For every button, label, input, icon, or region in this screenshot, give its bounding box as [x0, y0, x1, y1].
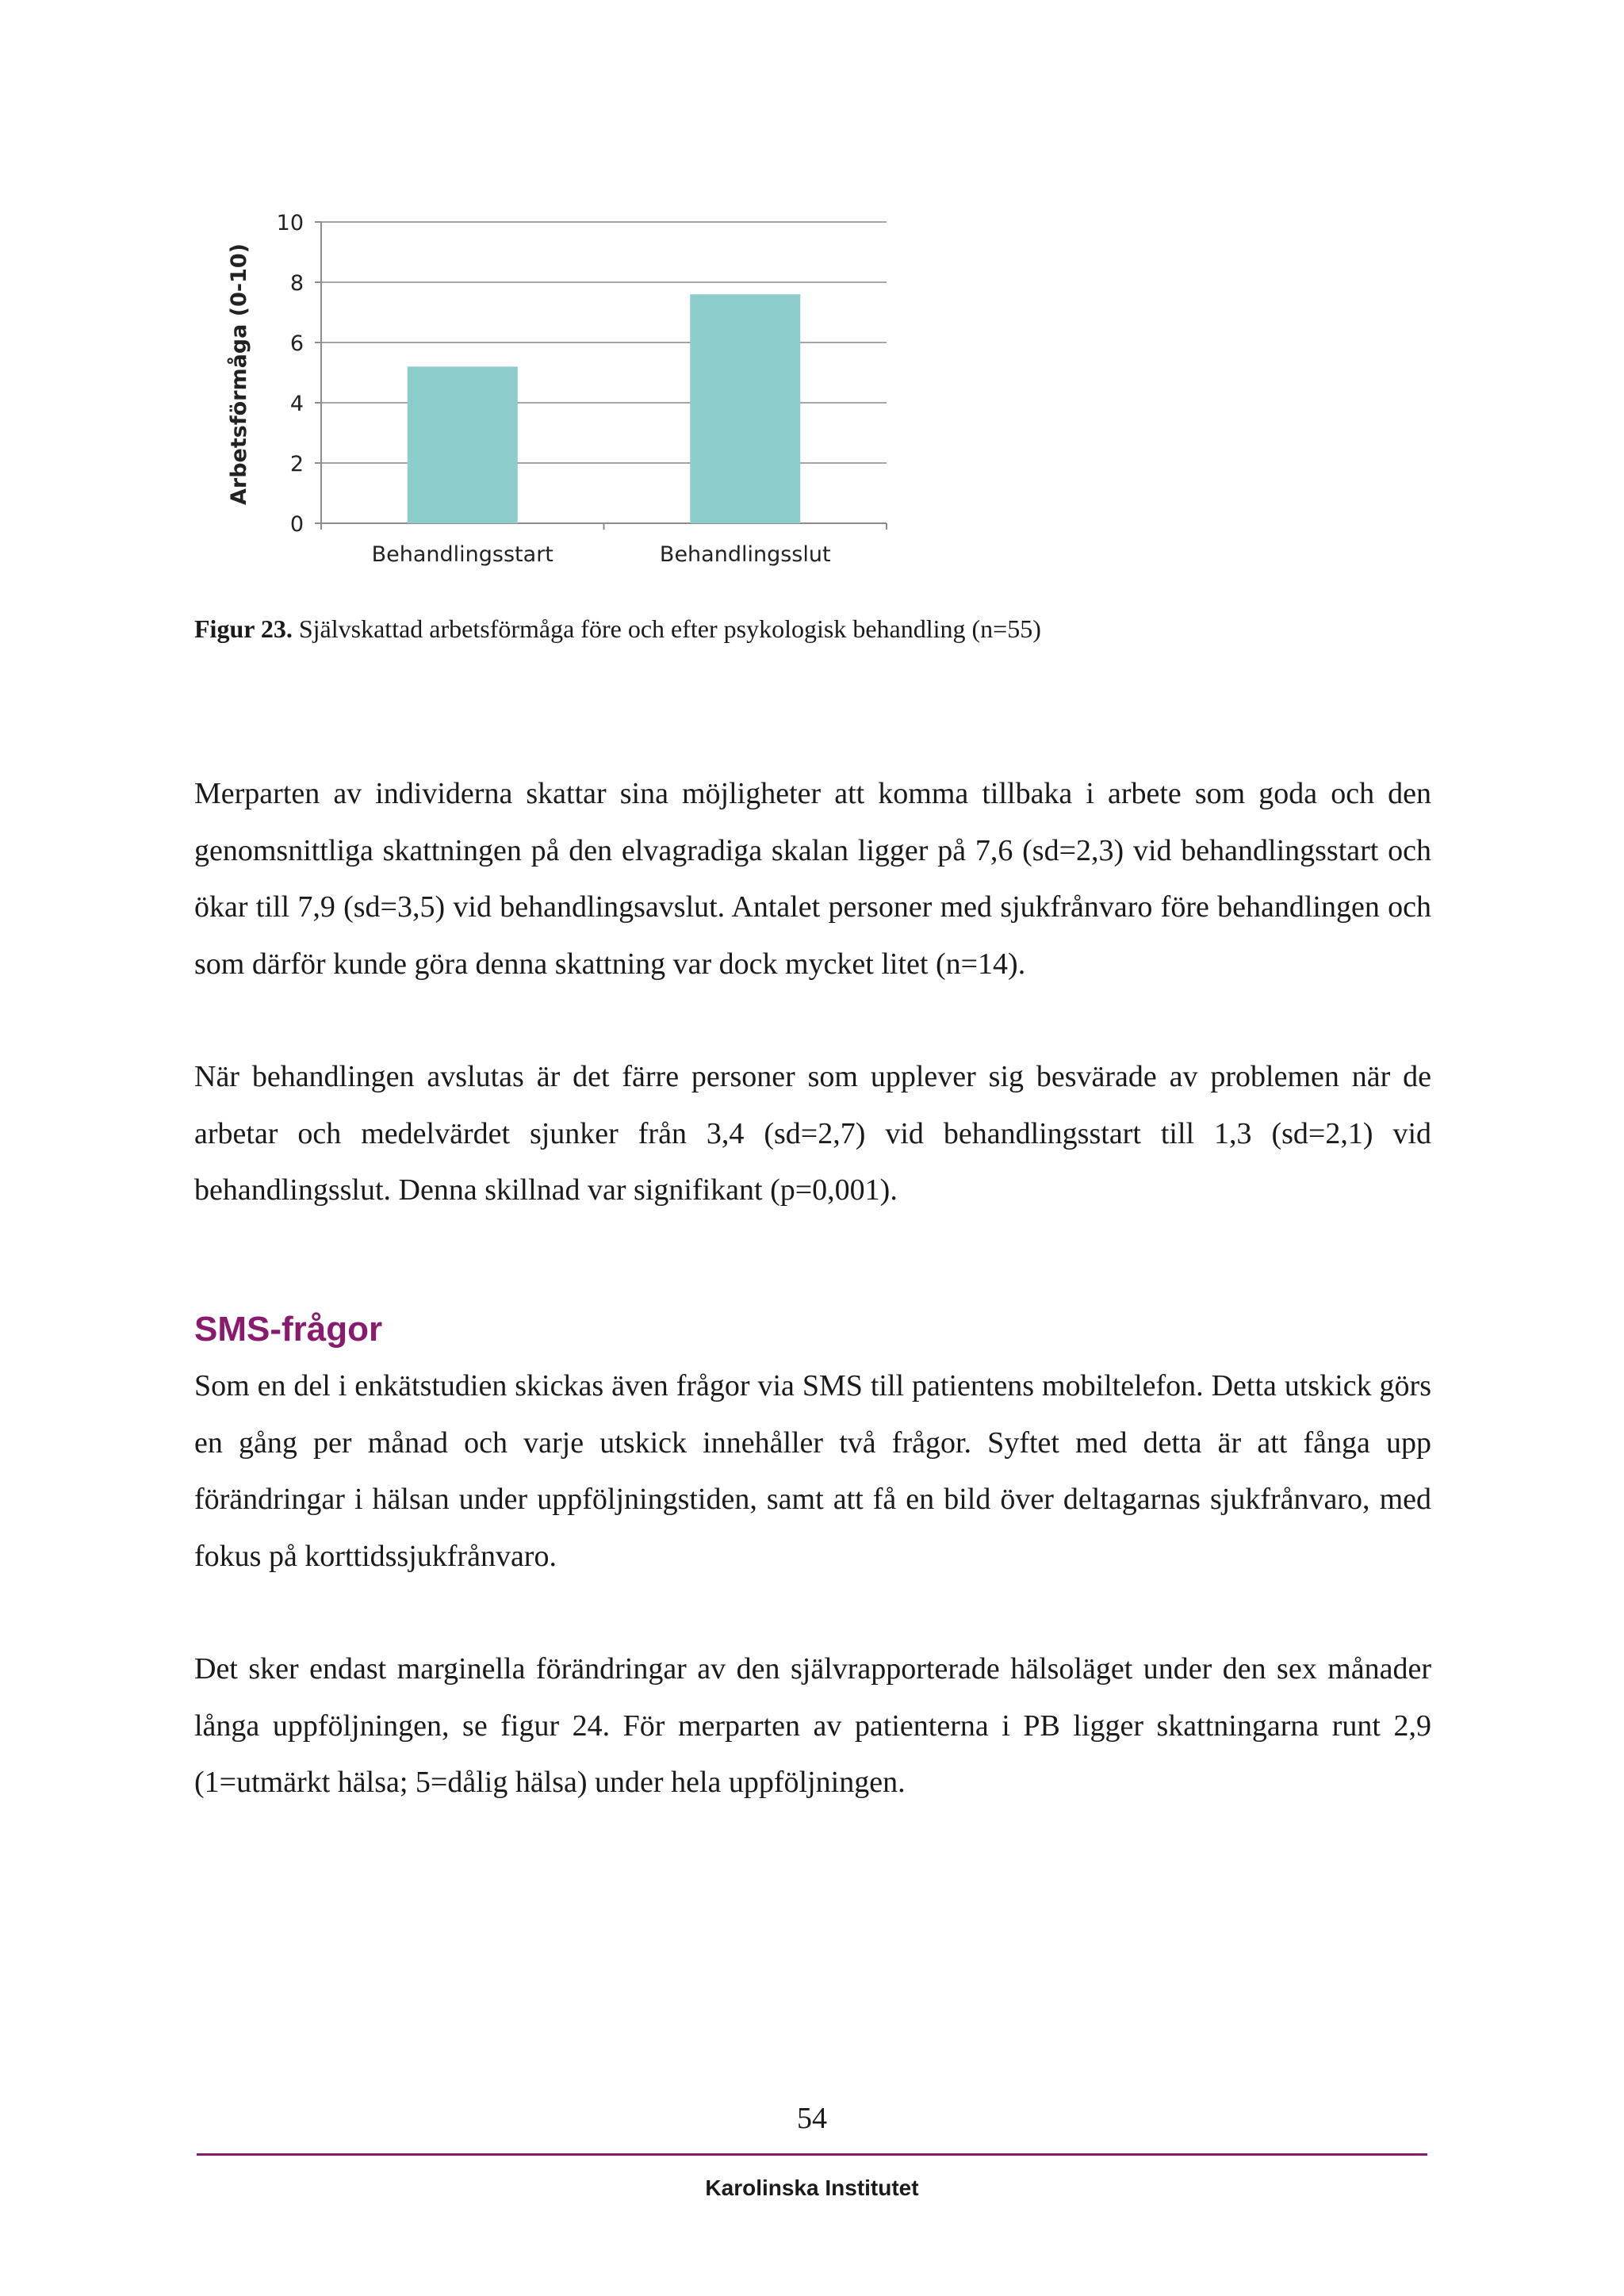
- y-tick-label-6: 6: [289, 331, 304, 356]
- y-tick-label-10: 10: [276, 211, 304, 235]
- chart-bars: [408, 294, 801, 523]
- page-number: 54: [797, 2102, 827, 2135]
- bar-chart: [214, 198, 896, 587]
- paragraph-sms-intro: Som en del i enkätstudien skickas även frågor via SMS till patientens mobiltelefon. Detta utskick görs en gång per månad och varje utskick innehåller två frågor. Syftet med detta är att fånga upp förändringar i hälsan under uppföljningstiden, samt att få en bild över deltagarnas sjukfrånvaro, med fokus på korttidssjukfrånvaro.: [194, 1369, 1431, 1573]
- x-tick-label-behandlingsstart: Behandlingsstart: [371, 542, 553, 567]
- caption-text: Självskattad arbetsförmåga före och efter psykologisk behandling (n=55): [292, 614, 1041, 643]
- y-tick-label-0: 0: [289, 512, 304, 537]
- y-tick-label-2: 2: [289, 452, 304, 476]
- figure-caption: [194, 612, 1447, 645]
- y-axis-label: Arbetsförmåga (0-10): [227, 243, 251, 505]
- y-tick-label-4: 4: [289, 392, 304, 416]
- section-heading-sms: SMS-frågor: [194, 1310, 383, 1349]
- y-tick-label-8: 8: [289, 271, 304, 296]
- paragraph-health-followup: Det sker endast marginella förändringar av den självrapporterade hälsoläget under den sex månader långa uppföljningen, se figur 24. För merparten av patienterna i PB ligger skattningarna runt 2,9 (1=utmärkt hälsa; 5=dålig hälsa) under hela uppföljningen.: [194, 1652, 1431, 1799]
- footer-divider: [197, 2153, 1427, 2156]
- x-tick-label-behandlingsslut: Behandlingsslut: [659, 542, 831, 567]
- bar-behandlingsslut: [690, 294, 800, 523]
- caption-lead: Figur 23.: [194, 614, 293, 643]
- bar-behandlingsstart: [408, 366, 518, 523]
- y-axis-ticks: [277, 211, 304, 537]
- paragraph-symptom-change: När behandlingen avslutas är det färre personer som upplever sig besvärade av problemen när de arbetar och medelvärdet sjunker från 3,4 (sd=2,7) vid behandlingsstart till 1,3 (sd=2,1) vid behandlingsslut. Denna skillnad var signifikant (p=0,001).: [194, 1060, 1431, 1207]
- x-axis-ticks: [372, 542, 831, 567]
- paragraph-work-ability: Merparten av individerna skattar sina möjligheter att komma tillbaka i arbete som goda och den genomsnittliga skattningen på den elvagradiga skalan ligger på 7,6 (sd=2,3) vid behandlingsstart och ökar till 7,9 (sd=3,5) vid behandlingsavslut. Antalet personer med sjukfrånvaro före behandlingen och som därför kunde göra denna skattning var dock mycket litet (n=14).: [194, 777, 1431, 981]
- chart-grid: [315, 222, 887, 530]
- footer-institution: Karolinska Institutet: [705, 2175, 919, 2200]
